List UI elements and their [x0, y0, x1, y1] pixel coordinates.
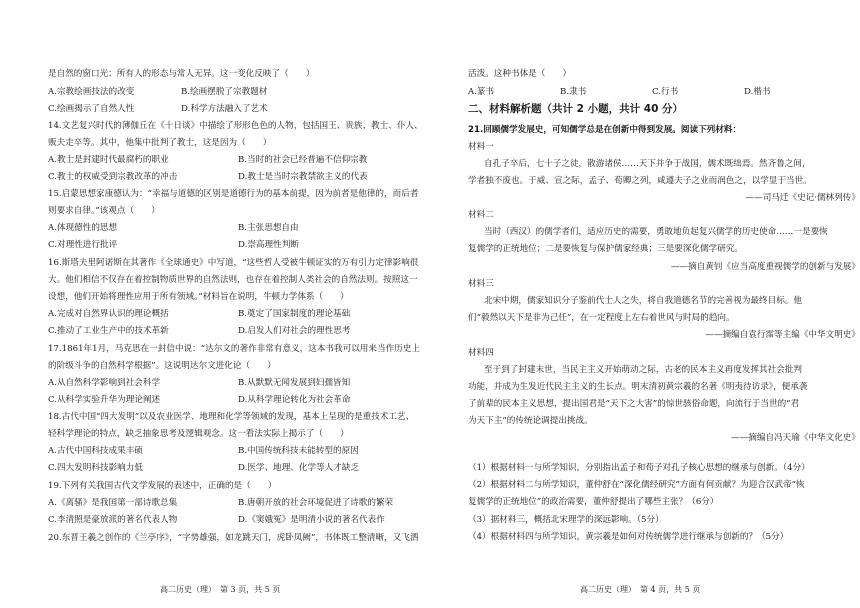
- q17-option-c: C.从科学实验升华为理论阐述: [48, 395, 161, 405]
- q13-stem-tail: 是自然的窗口光；所有人的形态与常人无异。这一变化反映了（ ）: [48, 69, 315, 79]
- q14-stem-line: 14.文艺复兴时代的薄伽丘在《十日谈》中描绘了形形色色的人物，包括国王、贵族、教士、仆人、: [48, 121, 423, 131]
- q18-option-c: C.四大发明科技影响力低: [48, 463, 143, 473]
- q16-option-c: C.推动了工业生产中的技术革新: [48, 326, 169, 336]
- q19-stem-line: 19.下列有关我国古代文学发展的表述中，正确的是（ ）: [48, 481, 277, 491]
- material-1-label: 材料一: [468, 142, 494, 152]
- q17-option-a: A.从自然科学影响到社会科学: [48, 378, 161, 388]
- q19-option-d: D.《窦娥冤》是明清小说的著名代表作: [238, 515, 385, 525]
- right-page-footer: 高二历史（理） 第 4 页，共 5 页: [580, 585, 701, 594]
- q16-stem-line: 大。他们相信不仅存在着控制物质世界的自然法则，也存在着控制人类社会的自然法则。按照这一: [48, 275, 418, 285]
- q19-option-c: C.李清照是豪放派的著名代表人物: [48, 515, 178, 525]
- q13-option-d: D.科学方法融入了艺术: [181, 104, 268, 114]
- q20-stem-line: 20.东晋王羲之创作的《兰亭序》，“字势雄强，如龙跳天门，虎卧凤阙”，书体既工整清晰，又飞洒: [48, 533, 419, 543]
- material-2-source: ——摘自黄钊《应当高度重视儒学的创新与发展》: [670, 262, 860, 272]
- material-4-line: 至于到了封建末世，当民主主义开始萌动之际，古老的民本主义再度发挥其社会批判: [484, 365, 802, 375]
- material-1-source: ——司马迁《史记·儒林列传》: [745, 193, 860, 203]
- material-2-line: 当时（西汉）的儒学者们，适应历史的需要，勇敢地负起复兴儒学的历史使命……一是要恢: [484, 227, 828, 237]
- q13-option-b: B.绘画摆脱了宗教题材: [181, 87, 268, 97]
- q15-option-c: C.对理性进行批评: [48, 240, 118, 250]
- q13-option-c: C.绘画揭示了自然人性: [48, 104, 135, 114]
- question-line: （3）据材料三，概括北宋理学的深远影响。（5分）: [468, 515, 664, 525]
- q16-option-b: B.奠定了国家制度的理论基础: [238, 309, 351, 319]
- q20-stem-tail: 活泼。这种书体是（ ）: [468, 69, 572, 79]
- section-title: 二、材料解析题（共计 2 小题，共计 40 分）: [468, 103, 684, 115]
- question-line: （1）根据材料一与所学知识，分别指出孟子和荀子对孔子核心思想的继承与创新。（4分）: [468, 463, 810, 473]
- q14-option-b: B.当时的社会已经普遍不信仰宗教: [238, 155, 368, 165]
- q14-stem-line: 贩夫走卒等。其中，他集中批判了教士，这是因为（ ）: [48, 138, 272, 148]
- q17-option-b: B.从默默无闻发展到妇孺皆知: [238, 378, 351, 388]
- q19-option-b: B.唐朝开放的社会环境促进了诗歌的繁荣: [238, 498, 394, 508]
- material-4-line: 功能，并成为生发近代民主主义的生长点。明末清初黄宗羲的名著《明夷待访录》，便承袭: [468, 382, 808, 392]
- q15-option-a: A.体现德性的思想: [48, 223, 118, 233]
- q20-option-a: A.篆书: [468, 87, 495, 97]
- q17-stem-line: 17.1861年1月，马克思在一封信中说：“达尔文的著作非常有意义，这本书我可以用来当作历史上: [48, 344, 420, 354]
- q19-option-a: A.《离骚》是我国第一部诗歌总集: [48, 498, 178, 508]
- question-line: 复儒学的正统地位”的政治需要，董仲舒提出了哪些主张？（6分）: [468, 497, 719, 507]
- q14-option-c: C.教士的权威受到宗教改革的冲击: [48, 172, 178, 182]
- q17-stem-line: 的阶级斗争的自然科学根据”。这说明达尔文进化论（ ）: [48, 361, 276, 371]
- material-4-line: 为天下主”的传统论调提出挑战。: [468, 416, 593, 426]
- q14-option-d: D.教士是当时宗教禁欲主义的代表: [238, 172, 368, 182]
- material-4-label: 材料四: [468, 348, 494, 358]
- q16-stem-line: 16.斯塔夫里阿诺斯在其著作《全球通史》中写道，“这些哲人受被牛顿证实的万有引力定律影响很: [48, 258, 419, 268]
- material-1-line: 学者独不废也。于威、宣之际，孟子、荀卿之列，咸遵夫子之业而润色之，以学显于当世。: [468, 176, 812, 186]
- q15-option-b: B.主张思想自由: [238, 223, 299, 233]
- q14-option-a: A.教士是封建时代最腐朽的职业: [48, 155, 169, 165]
- material-2-label: 材料二: [468, 210, 494, 220]
- q18-stem-line: 18.古代中国“四大发明”以及农业医学、地理和化学等领域的发现，基本上呈现的是重技术工艺、: [48, 412, 415, 422]
- material-3-source: ——摘编自袁行霈等主编《中华文明史》: [705, 330, 860, 340]
- material-2-line: 复儒学的正统地位；二是要恢复与保护儒家经典；三是要深化儒学研究。: [468, 244, 744, 254]
- q16-option-d: D.启发人们对社会的理性思考: [238, 326, 351, 336]
- q20-option-b: B.隶书: [560, 87, 587, 97]
- q18-option-d: D.医学、地理、化学等人才缺乏: [238, 463, 360, 473]
- q20-option-c: C.行书: [652, 87, 679, 97]
- q17-option-d: D.从科学理论转化为社会革命: [238, 395, 351, 405]
- material-4-source: ——摘编自冯天瑜《中华文化史》: [731, 433, 860, 443]
- material-4-line: 了前辈的民本主义思想，提出国君是“天下之大害”的惊世骇俗命题，向流行于当世的“君: [468, 399, 800, 409]
- question-line: （4）根据材料四与所学知识，黄宗羲是如何对传统儒学进行继承与创新的？（5分）: [468, 532, 789, 542]
- material-3-line: 北宋中期，儒家知识分子鉴前代士人之失，将自我道德名节的完善视为最终目标。他: [484, 296, 802, 306]
- question-line: （2）根据材料二与所学知识，董仲舒在“深化儒经研究”方面有何贡献？为迎合汉武帝“恢: [468, 480, 805, 490]
- left-page-footer: 高二历史（理） 第 3 页，共 5 页: [160, 585, 281, 594]
- q18-option-a: A.古代中国科技成果丰硕: [48, 446, 143, 456]
- q18-stem-line: 轻科学理论的特点，缺乏抽象思考及逻辑观念。这一看法实际上揭示了（ ）: [48, 429, 349, 439]
- q16-option-a: A.完成对自然界认识的理论概括: [48, 309, 169, 319]
- q20-option-d: D.楷书: [744, 87, 771, 97]
- q15-stem-line: 15.启蒙思想家康德认为：“幸福与道德的区别是道德行为的基本前提，因为前者是他律的，而后者: [48, 189, 419, 199]
- material-3-line: 们“毅然以天下是非为己任”，在一定程度上左右着世风与时局的趋向。: [468, 313, 735, 323]
- q16-stem-line: 设想，他们开始将理性应用于所有领域。”材料旨在说明，牛顿力学体系（ ）: [48, 292, 349, 302]
- material-1-line: 自孔子卒后，七十子之徒，散游诸侯……天下并争于战国，儒术既绌焉。然齐鲁之间，: [484, 159, 811, 169]
- q21-intro: 21.回顾儒学发展史，可知儒学总是在创新中得到发展。阅读下列材料：: [468, 125, 742, 135]
- q18-option-b: B.中国传统科技未能转型的原因: [238, 446, 359, 456]
- q15-stem-line: 则要求自律。”该观点（ ）: [48, 206, 160, 216]
- material-3-label: 材料三: [468, 279, 494, 289]
- q15-option-d: D.崇高理性判断: [238, 240, 299, 250]
- q13-option-a: A.宗教绘画技法的改变: [48, 87, 135, 97]
